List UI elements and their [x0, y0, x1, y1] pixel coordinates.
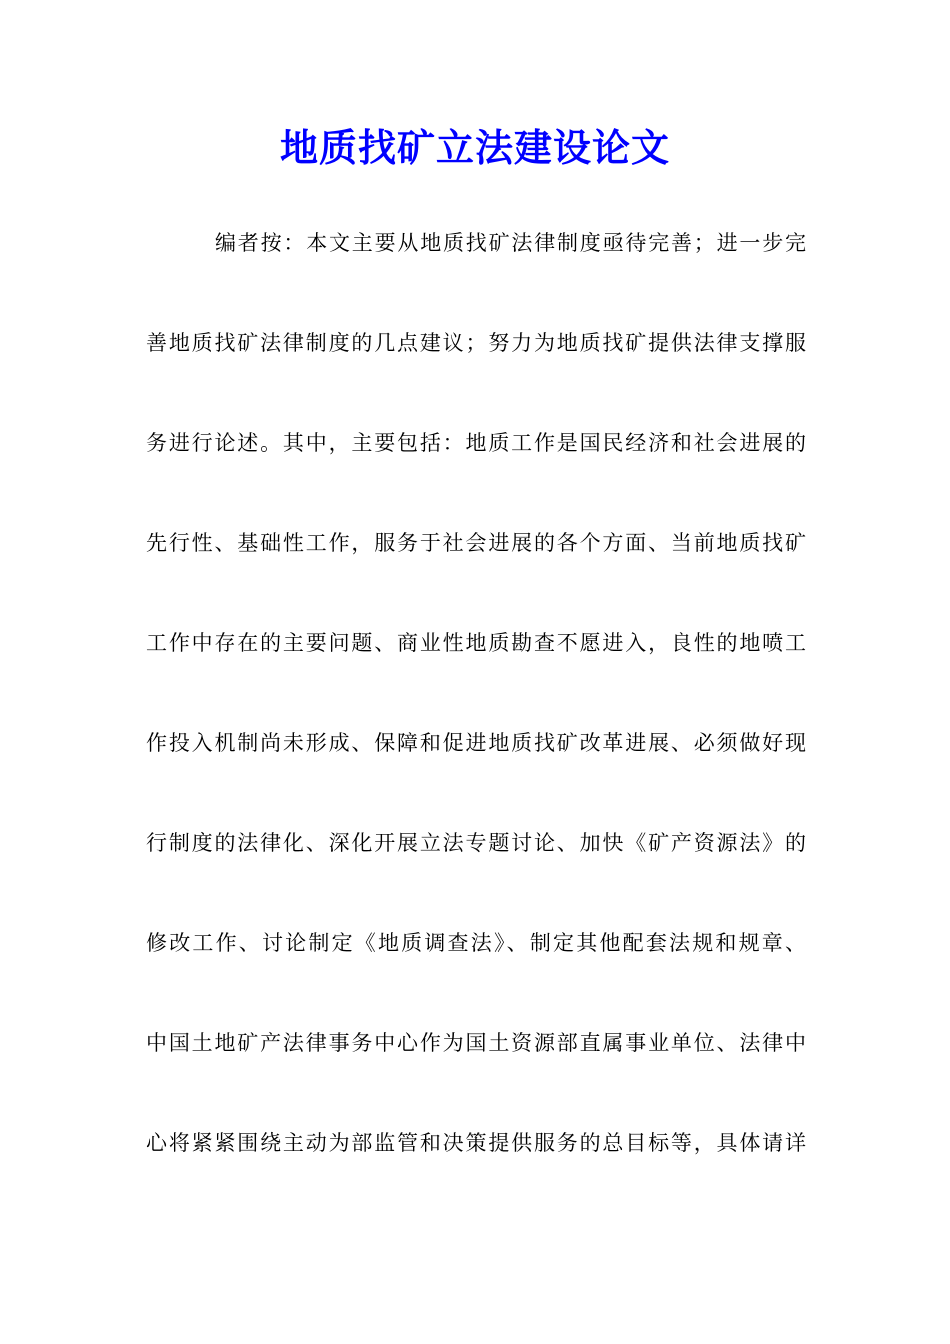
document-title: 地质找矿立法建设论文 [279, 125, 670, 170]
body-line-7: 行制度的法律化、深化开展立法专题讨论、加快《矿产资源法》的 [146, 831, 806, 855]
body-line-5: 工作中存在的主要问题、商业性地质勘查不愿进入，良性的地喷工 [146, 631, 806, 655]
body-line-2: 善地质找矿法律制度的几点建议；努力为地质找矿提供法律支撑服 [146, 331, 806, 355]
body-line-8: 修改工作、讨论制定《地质调查法》、制定其他配套法规和规章、 [146, 931, 806, 955]
body-line-3: 务进行论述。其中，主要包括：地质工作是国民经济和社会进展的 [146, 431, 806, 455]
body-line-10: 心将紧紧围绕主动为部监管和决策提供服务的总目标等，具体请详 [146, 1131, 806, 1155]
body-line-9: 中国土地矿产法律事务中心作为国土资源部直属事业单位、法律中 [146, 1031, 806, 1055]
body-line-4: 先行性、基础性工作，服务于社会进展的各个方面、当前地质找矿 [146, 531, 806, 555]
body-line-6: 作投入机制尚未形成、保障和促进地质找矿改革进展、必须做好现 [146, 731, 806, 755]
document-body [146, 218, 806, 1218]
body-line-1: 编者按：本文主要从地质找矿法律制度亟待完善；进一步完 [215, 231, 806, 255]
